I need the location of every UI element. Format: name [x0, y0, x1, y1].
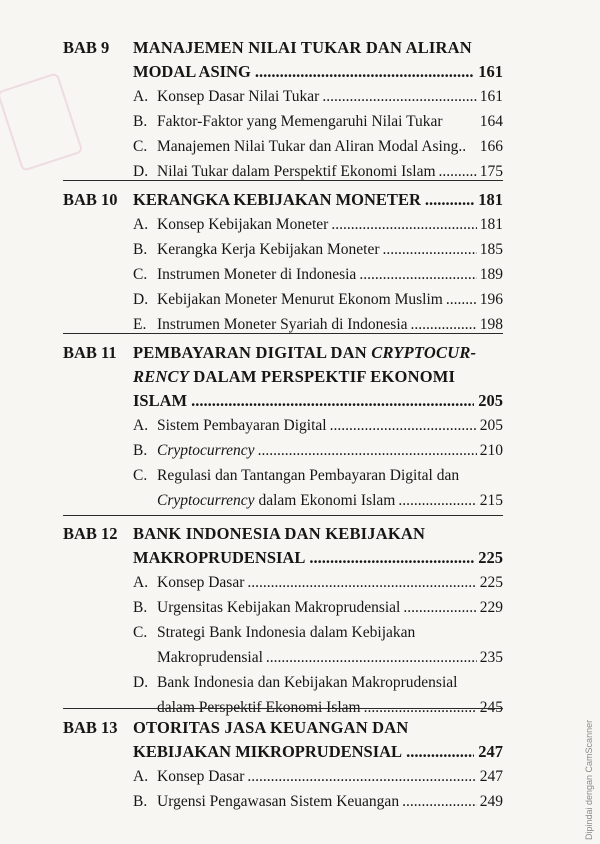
chapter-divider [63, 180, 503, 181]
chapter-title-row[interactable] [133, 742, 503, 762]
chapter-number: BAB 9 [63, 38, 110, 57]
leader-dots [406, 742, 474, 762]
toc-entry[interactable]: B. Faktor-Faktor yang Memengaruhi Nilai Tukar 164 [133, 113, 503, 130]
chapter-page: 205 [478, 391, 503, 410]
chapter-number: BAB 13 [63, 718, 118, 737]
chapter-number: BAB 12 [63, 524, 118, 543]
bleed-through-mark [0, 72, 83, 172]
toc-entry-continued[interactable]: Makroprudensial ..... 235 [157, 649, 503, 667]
chapter-title-line2: MODAL ASING [133, 62, 251, 81]
chapter-title-line2: KEBIJAKAN MIKROPRUDENSIAL [133, 742, 403, 761]
chapter-title-line1: OTORITAS JASA KEUANGAN DAN [133, 718, 409, 737]
chapter-divider [63, 333, 503, 334]
toc-entry[interactable]: A. Konsep Dasar ..... 247 [133, 768, 503, 786]
toc-entry[interactable]: B. Cryptocurrency ..... 210 [133, 442, 503, 460]
chapter-title-line2: RENCY DALAM PERSPEKTIF EKONOMI [133, 367, 456, 386]
leader-dots [425, 190, 474, 210]
toc-entry[interactable]: D. Nilai Tukar dalam Perspektif Ekonomi Islam ..... 175 [133, 163, 503, 181]
chapter-page: 161 [478, 62, 503, 81]
toc-entry[interactable]: E. Instrumen Moneter Syariah di Indonesia ..... 198 [133, 316, 503, 334]
chapter-title-line2: MAKROPRUDENSIAL [133, 548, 306, 567]
chapter-page: 181 [478, 190, 503, 209]
toc-entry[interactable]: A. Konsep Dasar ..... 225 [133, 574, 503, 592]
toc-entry[interactable]: C. Regulasi dan Tantangan Pembayaran Digital dan [133, 467, 460, 484]
toc-entry[interactable]: C. Strategi Bank Indonesia dalam Kebijakan [133, 624, 416, 641]
chapter-number: BAB 10 [63, 190, 118, 209]
leader-dots [309, 548, 474, 568]
chapter-title-line1: BANK INDONESIA DAN KEBIJAKAN [133, 524, 426, 543]
chapter-title-row[interactable] [133, 391, 503, 411]
toc-entry[interactable]: A. Konsep Kebijakan Moneter ..... 181 [133, 216, 503, 234]
chapter-title-line1: PEMBAYARAN DIGITAL DAN CRYPTOCUR- [133, 343, 477, 362]
toc-entry[interactable]: D. Bank Indonesia dan Kebijakan Makroprudensial [133, 674, 458, 691]
toc-entry[interactable]: B. Kerangka Kerja Kebijakan Moneter ..... 185 [133, 241, 503, 259]
chapter-title-line1: MANAJEMEN NILAI TUKAR DAN ALIRAN [133, 38, 472, 57]
toc-entry-continued[interactable]: dalam Perspektif Ekonomi Islam ..... 245 [157, 699, 503, 717]
chapter-title-row[interactable] [133, 190, 503, 210]
chapter-title-row[interactable] [133, 62, 503, 82]
toc-entry[interactable]: D. Kebijakan Moneter Menurut Ekonom Muslim ..... 196 [133, 291, 503, 309]
toc-entry-continued[interactable]: Cryptocurrency dalam Ekonomi Islam ..... 215 [157, 492, 503, 510]
toc-entry[interactable]: B. Urgensitas Kebijakan Makroprudensial ..... 229 [133, 599, 503, 617]
toc-entry[interactable]: A. Sistem Pembayaran Digital ..... 205 [133, 417, 503, 435]
leader-dots [255, 62, 474, 82]
toc-entry[interactable]: B. Urgensi Pengawasan Sistem Keuangan ..... 249 [133, 793, 503, 811]
toc-entry[interactable]: A. Konsep Dasar Nilai Tukar ..... 161 [133, 88, 503, 106]
toc-entry[interactable]: C. Instrumen Moneter di Indonesia ..... 189 [133, 266, 503, 284]
toc-entry[interactable]: C. Manajemen Nilai Tukar dan Aliran Modal Asing.. 166 [133, 138, 503, 155]
leader-dots [191, 391, 474, 411]
chapter-title: KERANGKA KEBIJAKAN MONETER [133, 190, 421, 209]
chapter-title-line3: ISLAM [133, 391, 188, 410]
chapter-divider [63, 515, 503, 516]
chapter-number: BAB 11 [63, 343, 117, 362]
chapter-title-row[interactable] [133, 548, 503, 568]
chapter-divider [63, 708, 503, 709]
chapter-page: 247 [478, 742, 503, 761]
chapter-page: 225 [478, 548, 503, 567]
scanner-watermark: Dipindai dengan CamScanner [584, 719, 594, 840]
